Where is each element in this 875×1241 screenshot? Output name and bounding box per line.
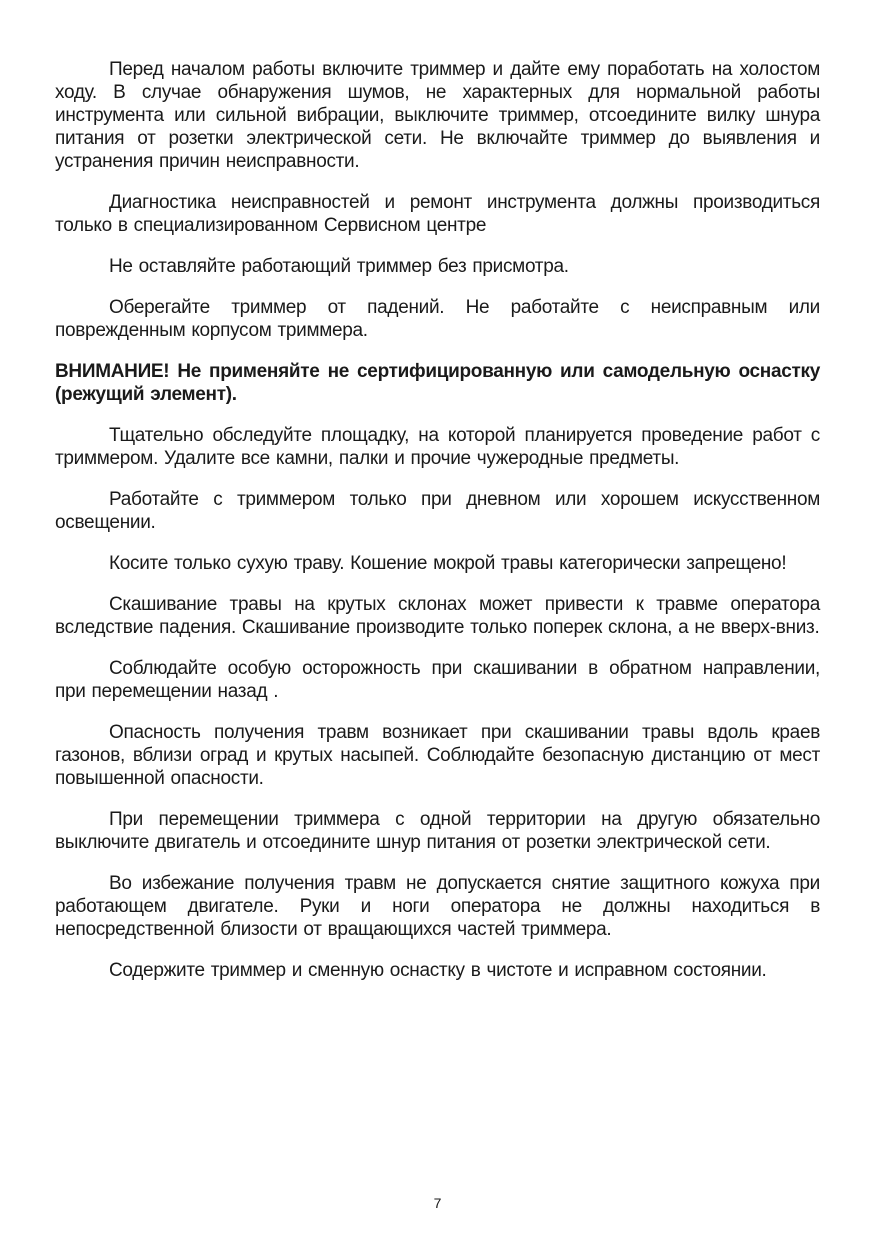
paragraph-07: Работайте с триммером только при дневном или хорошем искусственном освещении. (55, 489, 820, 533)
paragraph-03: Не оставляйте работающий триммер без присмотра. (109, 256, 569, 277)
paragraph-14: Содержите триммер и сменную оснастку в чистоте и исправном состоянии. (109, 960, 767, 981)
paragraph-10: Соблюдайте особую осторожность при скашивании в обратном направлении, при перемещении назад . (55, 658, 820, 702)
paragraph-11: Опасность получения травм возникает при скашивании травы вдоль краев газонов, вблизи оград и крутых насыпей. Соблюдайте безопасную дистанцию от мест повышенной опасности. (55, 722, 820, 789)
paragraph-04: Оберегайте триммер от падений. Не работайте с неисправным или поврежденным корпусом триммера. (55, 297, 820, 341)
paragraph-01: Перед началом работы включите триммер и дайте ему поработать на холостом ходу. В случае обнаружения шумов, не характерных для нормальной работы инструмента или сильной вибрации, выключите триммер, отсоедините вилку шнура питания от розетки электрической сети. Не включайте триммер до выявления и устранения причин неисправности. (55, 59, 820, 172)
paragraph-08: Косите только сухую траву. Кошение мокрой травы категорически запрещено! (109, 553, 787, 574)
paragraph-12: При перемещении триммера с одной территории на другую обязательно выключите двигатель и отсоедините шнур питания от розетки электрической сети. (55, 809, 820, 853)
paragraph-09: Скашивание травы на крутых склонах может привести к травме оператора вследствие падения. Скашивание производите только поперек склона, а не вверх-вниз. (55, 594, 820, 638)
warning-paragraph: ВНИМАНИЕ! Не применяйте не сертифицированную или самодельную оснастку (режущий элемент). (55, 361, 820, 405)
paragraph-06: Тщательно обследуйте площадку, на которой планируется проведение работ с триммером. Удалите все камни, палки и прочие чужеродные предметы. (55, 425, 820, 469)
page-number: 7 (433, 1195, 442, 1211)
paragraph-02: Диагностика неисправностей и ремонт инструмента должны производиться только в специализированном Сервисном центре (55, 192, 820, 236)
body-text (55, 58, 820, 1000)
paragraph-13: Во избежание получения травм не допускается снятие защитного кожуха при работающем двигателе. Руки и ноги оператора не должны находиться в непосредственной близости от вращающихся частей триммера. (55, 873, 820, 940)
